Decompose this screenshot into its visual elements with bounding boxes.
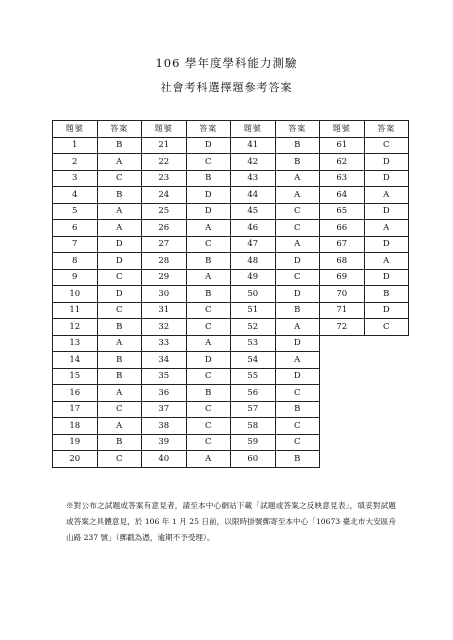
table-header-cell: 題號: [53, 121, 98, 138]
answer-cell: C: [186, 319, 231, 336]
empty-cell: [320, 451, 365, 468]
table-row: [53, 220, 409, 237]
answer-cell: D: [186, 187, 231, 204]
question-number-cell: 52: [231, 319, 276, 336]
answer-cell: C: [275, 269, 320, 286]
answer-cell: A: [275, 236, 320, 253]
question-number-cell: 21: [142, 137, 187, 154]
answer-cell: B: [186, 253, 231, 270]
question-number-cell: 6: [53, 220, 98, 237]
answer-cell: A: [186, 451, 231, 468]
page-title: 106 學年度學科能力測驗: [155, 56, 298, 70]
question-number-cell: 43: [231, 170, 276, 187]
answer-cell: D: [275, 368, 320, 385]
answer-cell: A: [275, 319, 320, 336]
question-number-cell: 53: [231, 335, 276, 352]
question-number-cell: 58: [231, 418, 276, 435]
question-number-cell: 20: [53, 451, 98, 468]
answer-cell: B: [186, 286, 231, 303]
answer-cell: B: [97, 368, 142, 385]
question-number-cell: 55: [231, 368, 276, 385]
question-number-cell: 27: [142, 236, 187, 253]
empty-cell: [320, 335, 365, 352]
answer-cell: A: [97, 418, 142, 435]
question-number-cell: 1: [53, 137, 98, 154]
question-number-cell: 34: [142, 352, 187, 369]
question-number-cell: 37: [142, 401, 187, 418]
table-row: [53, 286, 409, 303]
question-number-cell: 26: [142, 220, 187, 237]
table-row: [53, 137, 409, 154]
question-number-cell: 49: [231, 269, 276, 286]
question-number-cell: 65: [320, 203, 365, 220]
question-number-cell: 59: [231, 434, 276, 451]
answer-cell: A: [364, 253, 409, 270]
table-row: [53, 170, 409, 187]
question-number-cell: 17: [53, 401, 98, 418]
question-number-cell: 60: [231, 451, 276, 468]
table-row: [53, 451, 409, 468]
question-number-cell: 50: [231, 286, 276, 303]
table-row: [53, 154, 409, 171]
answer-cell: A: [275, 352, 320, 369]
answer-cell: A: [186, 269, 231, 286]
table-row: [53, 236, 409, 253]
answer-cell: C: [275, 418, 320, 435]
answer-cell: D: [364, 203, 409, 220]
answer-cell: D: [275, 335, 320, 352]
answer-cell: C: [186, 236, 231, 253]
question-number-cell: 2: [53, 154, 98, 171]
answer-cell: A: [275, 170, 320, 187]
answer-cell: D: [275, 286, 320, 303]
question-number-cell: 38: [142, 418, 187, 435]
answer-cell: B: [275, 154, 320, 171]
answer-cell: B: [97, 187, 142, 204]
answer-cell: B: [97, 352, 142, 369]
table-row: [53, 187, 409, 204]
answer-cell: C: [186, 302, 231, 319]
question-number-cell: 45: [231, 203, 276, 220]
answer-cell: C: [97, 269, 142, 286]
question-number-cell: 61: [320, 137, 365, 154]
table-row: [53, 418, 409, 435]
question-number-cell: 64: [320, 187, 365, 204]
table-header-cell: 題號: [142, 121, 187, 138]
table-header-cell: 答案: [97, 121, 142, 138]
answer-cell: C: [364, 137, 409, 154]
question-number-cell: 28: [142, 253, 187, 270]
empty-cell: [320, 418, 365, 435]
question-number-cell: 29: [142, 269, 187, 286]
empty-cell: [320, 434, 365, 451]
answer-cell: C: [186, 154, 231, 171]
empty-cell: [364, 401, 409, 418]
answer-cell: A: [186, 220, 231, 237]
answer-cell: C: [97, 401, 142, 418]
empty-cell: [364, 335, 409, 352]
empty-cell: [320, 401, 365, 418]
answer-cell: B: [275, 137, 320, 154]
question-number-cell: 67: [320, 236, 365, 253]
question-number-cell: 10: [53, 286, 98, 303]
answer-cell: B: [97, 319, 142, 336]
answer-cell: B: [97, 434, 142, 451]
table-row: [53, 319, 409, 336]
answer-cell: C: [186, 434, 231, 451]
empty-cell: [364, 418, 409, 435]
answer-cell: C: [97, 170, 142, 187]
answer-cell: D: [97, 236, 142, 253]
question-number-cell: 33: [142, 335, 187, 352]
answer-cell: A: [97, 220, 142, 237]
table-row: [53, 434, 409, 451]
answer-cell: B: [275, 401, 320, 418]
answer-cell: D: [97, 286, 142, 303]
table-header-cell: 答案: [275, 121, 320, 138]
question-number-cell: 41: [231, 137, 276, 154]
question-number-cell: 35: [142, 368, 187, 385]
question-number-cell: 18: [53, 418, 98, 435]
question-number-cell: 9: [53, 269, 98, 286]
answer-cell: C: [364, 319, 409, 336]
footnote: ※對公布之試題或答案有意見者，請至本中心網站下載「試題或答案之反映意見表」，填妥對試題或答案之具體意見，於 106 年 1 月 25 日前，以限時掛號郵寄至本中心「10673 臺北市大安區舟山路 237 號」（郵戳為憑，逾期不予受理）。: [66, 501, 396, 542]
question-number-cell: 23: [142, 170, 187, 187]
table-row: [53, 368, 409, 385]
answer-cell: C: [275, 434, 320, 451]
answer-cell: A: [97, 335, 142, 352]
answer-cell: C: [275, 385, 320, 402]
empty-cell: [364, 385, 409, 402]
answer-cell: D: [364, 170, 409, 187]
question-number-cell: 5: [53, 203, 98, 220]
answer-cell: A: [186, 335, 231, 352]
question-number-cell: 57: [231, 401, 276, 418]
answer-cell: D: [364, 154, 409, 171]
table-row: [53, 401, 409, 418]
empty-cell: [320, 368, 365, 385]
question-number-cell: 71: [320, 302, 365, 319]
answer-cell: A: [364, 187, 409, 204]
table-row: [53, 253, 409, 270]
question-number-cell: 56: [231, 385, 276, 402]
answer-cell: D: [364, 236, 409, 253]
question-number-cell: 40: [142, 451, 187, 468]
question-number-cell: 15: [53, 368, 98, 385]
question-number-cell: 68: [320, 253, 365, 270]
answer-cell: D: [364, 269, 409, 286]
question-number-cell: 51: [231, 302, 276, 319]
question-number-cell: 8: [53, 253, 98, 270]
table-row: [53, 385, 409, 402]
answer-cell: B: [186, 170, 231, 187]
answer-cell: D: [275, 253, 320, 270]
question-number-cell: 24: [142, 187, 187, 204]
empty-cell: [364, 451, 409, 468]
question-number-cell: 44: [231, 187, 276, 204]
question-number-cell: 46: [231, 220, 276, 237]
question-number-cell: 19: [53, 434, 98, 451]
question-number-cell: 3: [53, 170, 98, 187]
answer-cell: A: [97, 154, 142, 171]
table-row: [53, 302, 409, 319]
answer-cell: C: [275, 220, 320, 237]
answer-cell: C: [186, 401, 231, 418]
question-number-cell: 14: [53, 352, 98, 369]
question-number-cell: 16: [53, 385, 98, 402]
question-number-cell: 31: [142, 302, 187, 319]
question-number-cell: 62: [320, 154, 365, 171]
answer-cell: B: [275, 451, 320, 468]
question-number-cell: 63: [320, 170, 365, 187]
empty-cell: [364, 352, 409, 369]
answer-cell: C: [186, 368, 231, 385]
table-row: [53, 352, 409, 369]
question-number-cell: 39: [142, 434, 187, 451]
table-header-cell: 題號: [320, 121, 365, 138]
page-subtitle: 社會考科選擇題參考答案: [160, 81, 293, 94]
empty-cell: [364, 434, 409, 451]
question-number-cell: 22: [142, 154, 187, 171]
question-number-cell: 25: [142, 203, 187, 220]
answer-cell: B: [97, 137, 142, 154]
question-number-cell: 70: [320, 286, 365, 303]
question-number-cell: 13: [53, 335, 98, 352]
answer-cell: B: [364, 286, 409, 303]
answer-cell: C: [97, 302, 142, 319]
table-row: [53, 335, 409, 352]
question-number-cell: 47: [231, 236, 276, 253]
table-row: [53, 269, 409, 286]
answer-cell: C: [97, 451, 142, 468]
question-number-cell: 7: [53, 236, 98, 253]
question-number-cell: 32: [142, 319, 187, 336]
table-header-row: [53, 121, 409, 138]
answer-cell: B: [186, 385, 231, 402]
question-number-cell: 4: [53, 187, 98, 204]
answer-cell: A: [364, 220, 409, 237]
answer-cell: A: [97, 203, 142, 220]
answer-cell: D: [186, 137, 231, 154]
question-number-cell: 72: [320, 319, 365, 336]
answer-cell: D: [364, 302, 409, 319]
question-number-cell: 42: [231, 154, 276, 171]
question-number-cell: 30: [142, 286, 187, 303]
answer-cell: B: [275, 302, 320, 319]
question-number-cell: 69: [320, 269, 365, 286]
question-number-cell: 12: [53, 319, 98, 336]
answer-cell: D: [186, 352, 231, 369]
answer-table: [52, 120, 409, 468]
question-number-cell: 66: [320, 220, 365, 237]
question-number-cell: 36: [142, 385, 187, 402]
answer-cell: A: [97, 385, 142, 402]
answer-cell: A: [275, 187, 320, 204]
question-number-cell: 11: [53, 302, 98, 319]
answer-cell: D: [97, 253, 142, 270]
empty-cell: [320, 352, 365, 369]
table-row: [53, 203, 409, 220]
table-header-cell: 答案: [364, 121, 409, 138]
empty-cell: [364, 368, 409, 385]
question-number-cell: 54: [231, 352, 276, 369]
empty-cell: [320, 385, 365, 402]
table-header-cell: 題號: [231, 121, 276, 138]
table-header-cell: 答案: [186, 121, 231, 138]
answer-cell: C: [275, 203, 320, 220]
answer-cell: C: [186, 418, 231, 435]
question-number-cell: 48: [231, 253, 276, 270]
answer-cell: D: [186, 203, 231, 220]
